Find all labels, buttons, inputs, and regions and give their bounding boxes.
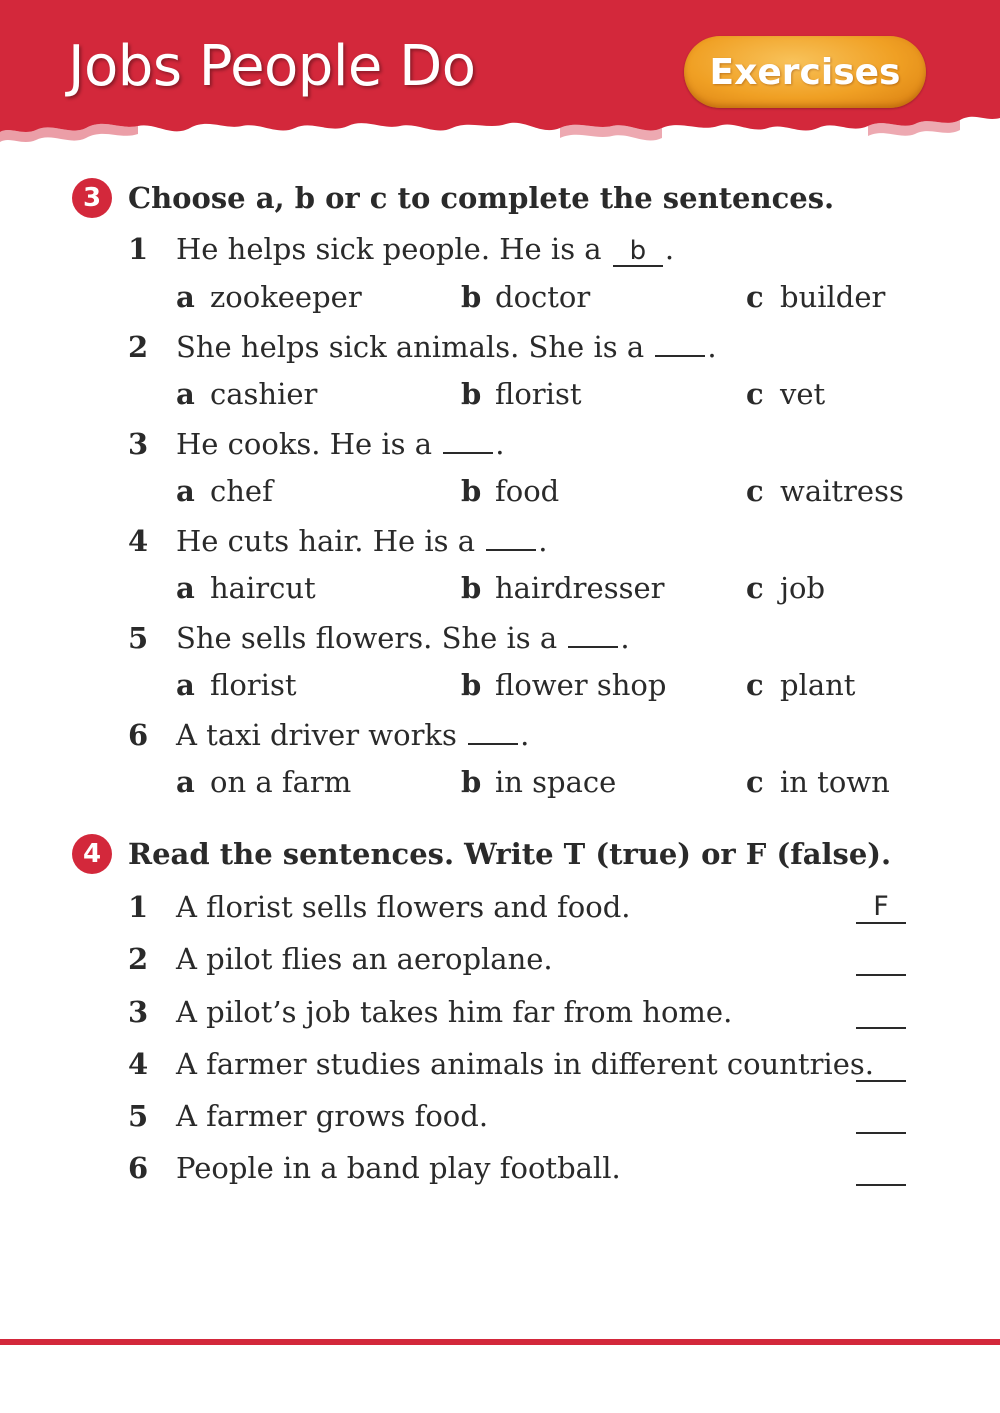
option-letter: a <box>176 280 195 314</box>
exercise-3-heading <box>72 178 834 218</box>
question-end: . <box>520 718 530 752</box>
question-3 <box>128 427 505 461</box>
question-6 <box>128 718 529 752</box>
option-c[interactable] <box>746 571 825 605</box>
question-text: He cooks. He is a <box>176 427 433 461</box>
option-text: vet <box>780 377 826 411</box>
option-text: in town <box>780 765 890 799</box>
option-text: doctor <box>495 280 591 314</box>
exercises-badge: Exercises <box>684 36 926 108</box>
answer-blank[interactable] <box>443 432 493 454</box>
option-c[interactable] <box>746 474 904 508</box>
question-text: He helps sick people. He is a <box>176 232 602 266</box>
option-b[interactable] <box>461 571 664 605</box>
true-false-blank[interactable] <box>856 997 906 1029</box>
option-a[interactable] <box>176 571 316 605</box>
option-c[interactable] <box>746 377 825 411</box>
answer-blank[interactable] <box>468 723 518 745</box>
question-end: . <box>538 524 548 558</box>
question-1 <box>128 232 674 267</box>
option-c[interactable] <box>746 280 885 314</box>
footer-rule <box>0 1339 1000 1345</box>
option-c[interactable] <box>746 668 855 702</box>
option-a[interactable] <box>176 280 362 314</box>
true-false-blank[interactable] <box>856 1102 906 1134</box>
exercise-instruction: Read the sentences. Write T (true) or F (false). <box>128 837 892 871</box>
option-text: waitress <box>780 474 904 508</box>
question-number: 2 <box>128 330 149 364</box>
option-letter: a <box>176 571 195 605</box>
statement-number: 2 <box>128 942 149 976</box>
exercise-instruction: Choose a, b or c to complete the sentences. <box>128 181 835 215</box>
option-letter: c <box>746 280 764 314</box>
question-number: 1 <box>128 232 149 266</box>
option-text: cashier <box>210 377 318 411</box>
question-text: He cuts hair. He is a <box>176 524 476 558</box>
question-5 <box>128 621 630 655</box>
question-text: She sells flowers. She is a <box>176 621 558 655</box>
question-end: . <box>620 621 630 655</box>
option-letter: b <box>461 377 482 411</box>
statement-text: A florist sells flowers and food. <box>176 890 631 924</box>
option-a[interactable] <box>176 668 296 702</box>
true-false-blank[interactable] <box>856 1154 906 1186</box>
question-number: 4 <box>128 524 149 558</box>
exercise-number-badge: 4 <box>72 834 112 874</box>
question-text: A taxi driver works <box>176 718 457 752</box>
statement-number: 6 <box>128 1151 149 1185</box>
question-text: She helps sick animals. She is a <box>176 330 645 364</box>
statement-number: 3 <box>128 995 149 1029</box>
question-number: 6 <box>128 718 149 752</box>
true-false-blank[interactable]: F <box>856 892 906 924</box>
question-end: . <box>707 330 717 364</box>
option-letter: c <box>746 571 764 605</box>
option-letter: c <box>746 668 764 702</box>
option-letter: a <box>176 765 195 799</box>
answer-blank[interactable] <box>486 529 536 551</box>
option-b[interactable] <box>461 765 616 799</box>
exercise-4-heading <box>72 834 891 874</box>
answer-blank[interactable]: b <box>613 237 663 267</box>
answer-blank[interactable] <box>568 626 618 648</box>
statement-3 <box>128 995 732 1029</box>
header-banner <box>0 0 1000 160</box>
option-text: zookeeper <box>210 280 362 314</box>
statement-number: 5 <box>128 1099 149 1133</box>
statement-1 <box>128 890 630 924</box>
option-letter: b <box>461 280 482 314</box>
option-a[interactable] <box>176 474 273 508</box>
answer-blank[interactable] <box>655 335 705 357</box>
option-b[interactable] <box>461 280 590 314</box>
option-a[interactable] <box>176 377 317 411</box>
statement-number: 1 <box>128 890 149 924</box>
option-c[interactable] <box>746 765 890 799</box>
option-text: in space <box>495 765 617 799</box>
option-letter: c <box>746 377 764 411</box>
page-title: Jobs People Do <box>68 34 476 99</box>
statement-text: A farmer grows food. <box>176 1099 489 1133</box>
option-text: chef <box>210 474 273 508</box>
option-text: haircut <box>210 571 316 605</box>
question-end: . <box>664 232 675 266</box>
question-4 <box>128 524 547 558</box>
option-b[interactable] <box>461 474 559 508</box>
question-2 <box>128 330 717 364</box>
true-false-blank[interactable] <box>856 944 906 976</box>
statement-text: A pilot flies an aeroplane. <box>176 942 553 976</box>
statement-text: A farmer studies animals in different countries. <box>176 1047 874 1081</box>
option-text: florist <box>210 668 297 702</box>
statement-number: 4 <box>128 1047 149 1081</box>
option-text: builder <box>780 280 886 314</box>
statement-5 <box>128 1099 488 1133</box>
option-text: florist <box>495 377 582 411</box>
option-letter: a <box>176 668 195 702</box>
statement-4 <box>128 1047 874 1081</box>
option-letter: c <box>746 474 764 508</box>
option-text: plant <box>780 668 856 702</box>
option-a[interactable] <box>176 765 351 799</box>
option-letter: a <box>176 377 195 411</box>
option-b[interactable] <box>461 377 581 411</box>
true-false-blank[interactable] <box>856 1050 906 1082</box>
option-letter: b <box>461 474 482 508</box>
option-letter: b <box>461 571 482 605</box>
statement-text: People in a band play football. <box>176 1151 621 1185</box>
option-text: on a farm <box>210 765 352 799</box>
question-number: 3 <box>128 427 149 461</box>
option-letter: b <box>461 765 482 799</box>
option-b[interactable] <box>461 668 666 702</box>
option-text: food <box>495 474 560 508</box>
option-letter: a <box>176 474 195 508</box>
question-number: 5 <box>128 621 149 655</box>
option-text: job <box>780 571 826 605</box>
statement-6 <box>128 1151 621 1185</box>
question-end: . <box>495 427 505 461</box>
statement-2 <box>128 942 553 976</box>
statement-text: A pilot’s job takes him far from home. <box>176 995 733 1029</box>
option-text: flower shop <box>495 668 667 702</box>
option-letter: b <box>461 668 482 702</box>
exercise-number-badge: 3 <box>72 178 112 218</box>
option-text: hairdresser <box>495 571 665 605</box>
option-letter: c <box>746 765 764 799</box>
